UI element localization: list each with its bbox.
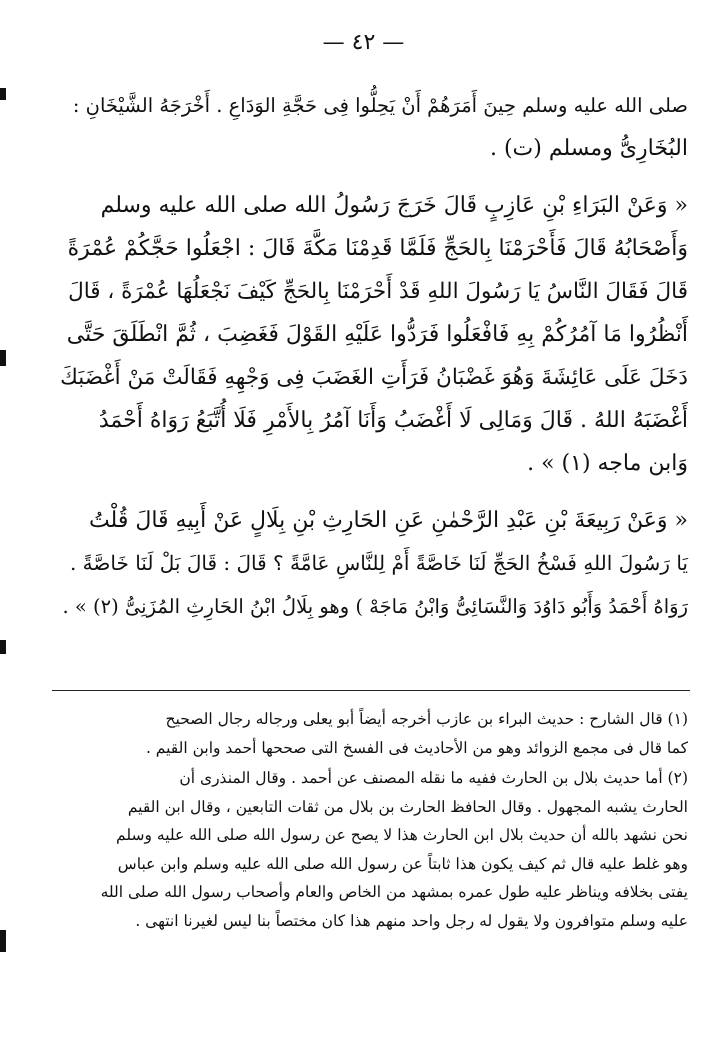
text-line: قَالَ فَقَالَ النَّاسُ يَا رَسُولَ اللهِ قَدْ أَحْرَمْنَا بِالحَجِّ كَيْفَ نَجْعَلُهَا عُمْرَةً ، قَالَ	[68, 279, 688, 304]
footnote-line: عليه وسلم متوافرون ولا يقول له رجل واحد منهم هذا كان مختصاً بنا ليس لغيرنا انتهى .	[135, 911, 688, 930]
text-line: وَابن ماجه (١) » .	[527, 451, 688, 476]
footnotes	[58, 705, 688, 935]
footnote-line: (٢) أما حديث بلال بن الحارث ففيه ما نقله المصنف عن أحمد . وقال المنذرى أن	[179, 769, 688, 787]
footnote	[58, 764, 688, 935]
scan-margin-mark	[0, 930, 6, 952]
text-line: البُخَارِىُّ ومسلم (ت) .	[489, 136, 688, 161]
text-line: رَوَاهُ أَحْمَدُ وَأَبُو دَاوُدَ وَالنَّسَائِىُّ وَابْنُ مَاجَهْ ) وهو بِلَالُ ابْنُ الحَارِثِ المُزَنِىُّ (٢) » .	[62, 595, 688, 618]
footnote-line: كما قال فى مجمع الزوائد وهو من الأحاديث فى الفسخ التى صححها أحمد وابن القيم .	[145, 738, 688, 757]
paragraph	[58, 84, 688, 170]
text-line: أَغْضَبَهُ اللهُ . قَالَ وَمَالِى لَا أَغْضَبُ وَأَنَا آمُرُ بِالأَمْرِ فَلَا أُتَّبَعُ رَوَاهُ أَحْمَدُ	[98, 408, 688, 433]
paragraph	[58, 499, 688, 628]
text-line: « وَعَنْ البَرَاءِ بْنِ عَازِبٍ قَالَ خَرَجَ رَسُولُ الله صلى الله عليه وسلم	[100, 193, 688, 218]
main-text	[58, 84, 688, 628]
paragraph	[58, 184, 688, 485]
footnote-line: نحن نشهد بالله أن حديث بلال ابن الحارث هذا لا يصح عن رسول الله صلى الله عليه وسلم	[116, 826, 688, 844]
scan-margin-mark	[0, 88, 6, 100]
footnote-divider	[52, 690, 690, 691]
footnote-line: (١) قال الشارح : حديث البراء بن عازب أخرجه أيضاً أبو يعلى ورجاله رجال الصحيح	[165, 710, 688, 728]
text-line: صلى الله عليه وسلم حِينَ أَمَرَهُمْ أَنْ يَحِلُّوا فِى حَجَّةِ الوَدَاعِ . أَخْرَجَهُ الشَّيْخَانِ :	[72, 94, 688, 117]
text-line: دَخَلَ عَلَى عَائِشَةَ وَهُوَ غَضْبَانُ فَرَأَتِ الغَضَبَ فِى وَجْهِهِ فَقَالَتْ مَنْ أَغْضَبَكَ	[60, 365, 688, 390]
footnote	[58, 705, 688, 762]
text-line: وَأَصْحَابُهُ قَالَ فَأَحْرَمْنَا بِالحَجِّ فَلَمَّا قَدِمْنَا مَكَّةَ قَالَ : اجْعَلُوا حَجَّكُمْ عُمْرَةً	[67, 236, 688, 261]
text-line: أَنْظُرُوا مَا آمُرُكُمْ بِهِ فَافْعَلُوا فَرَدُّوا عَلَيْهِ القَوْلَ فَغَضِبَ ، ثُمَّ انْطَلَقَ حَتَّى	[66, 322, 688, 347]
footnote-line: يفتى بخلافه ويناظر عليه طول عمره بمشهد من الخاص والعام وأصحاب رسول الله صلى الله	[100, 883, 688, 901]
scan-margin-mark	[0, 350, 6, 366]
page-number: — ٤٢ —	[322, 30, 405, 55]
footnote-line: وهو غلط عليه قال ثم كيف يكون هذا ثابتاً عن رسول الله صلى الله عليه وسلم وابن عباس	[117, 854, 688, 873]
text-line: « وَعَنْ رَبِيعَةَ بْنِ عَبْدِ الرَّحْمٰنِ عَنِ الحَارِثِ بْنِ بِلَالٍ عَنْ أَبِيهِ قَالَ قُلْتُ	[88, 508, 688, 533]
footnote-line: الحارث يشبه المجهول . وقال الحافظ الحارث بن بلال من ثقات التابعين ، وقال ابن القيم	[127, 797, 688, 816]
scan-margin-mark	[0, 640, 6, 654]
text-line: يَا رَسُولَ اللهِ فَسْخُ الحَجِّ لَنَا خَاصَّةً أَمْ لِلنَّاسِ عَامَّةً ؟ قَالَ : قَالَ بَلْ لَنَا خَاصَّةً .	[69, 551, 688, 575]
